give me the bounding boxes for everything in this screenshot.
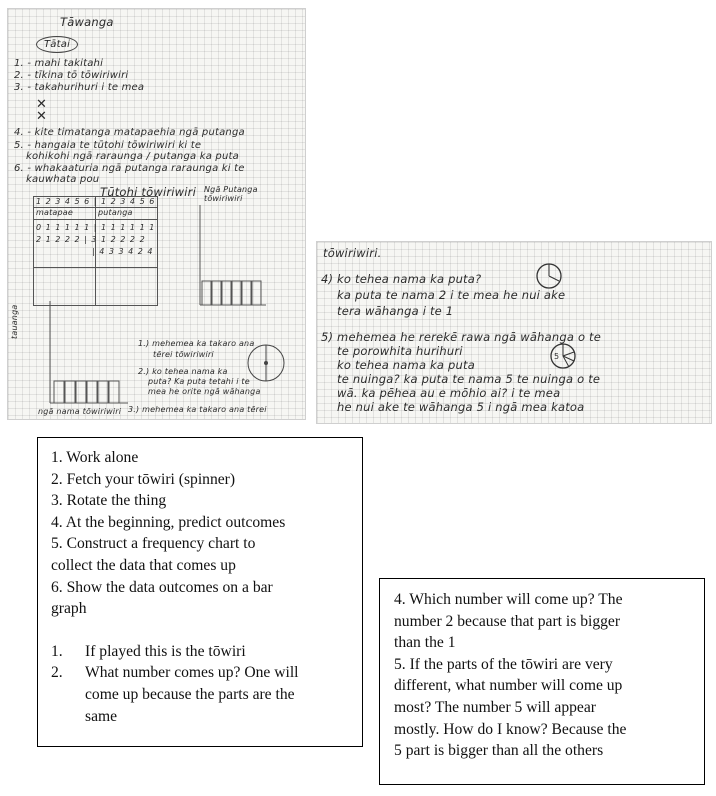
answer-text: than the 1 [394,634,456,652]
answer-line: 5) mehemea he rerekē rawa ngā wāhanga o te [321,330,602,344]
answer-text: 5. If the parts of the tōwiri are very [394,655,613,673]
bar-graph-sketch [188,205,268,313]
list-number: 1. [51,642,63,660]
translation-box-instructions [37,437,363,747]
note-line: puta? Ka puta tetahi i te [148,377,250,386]
table-header: putanga [98,208,133,217]
list-text: If played this is the tōwiri [85,642,246,660]
handwritten-page-left [7,8,306,420]
page-title: Tāwanga [60,15,114,29]
instruction-line: 3. - takahurihuri i te mea [14,82,145,93]
answer-text: 4. Which number will come up? The [394,591,623,608]
y-axis-label: tauanga [10,304,19,339]
instruction-line: 1. - mahi takitahi [14,58,104,69]
list-text: come up because the parts are the [85,685,295,703]
answer-text: most? The number 5 will appear [394,698,596,716]
instruction-line: 4. - kite timatanga matapaehia ngā putanga [14,127,245,138]
spinner-drawing-two-parts [535,262,563,290]
answer-line: 4) ko tehea nama ka puta? [321,272,482,286]
note-line: tērei tōwiriwiri [153,350,214,359]
note-line: 3.) mehemea ka takaro ana tērei [128,405,267,414]
spinner-drawing-multi-parts [549,342,577,370]
note-line: 2.) ko tehea nama ka [138,367,228,376]
x-axis-label: ngā nama tōwiriwiri [38,407,122,416]
instruction-line: kohikohi ngā raraunga / putanga ka puta [26,151,239,162]
instruction-line: 5. - hangaia te tūtohi tōwiriwiri ki te [14,140,202,151]
table-row: 0 1 1 1 1 1 | 1 1 1 1 1 1 [36,223,156,232]
table-title: Tūtohi tōwiriwiri [100,185,196,199]
lower-bar-graph-sketch [30,301,130,409]
instruction-step: 1. Work alone [51,449,139,466]
answer-text: different, what number will come up [394,677,623,695]
answer-line: wā. ka pēhea au e mōhio ai? i te mea [337,386,561,400]
handwritten-page-right [316,241,712,424]
instruction-line: kauwhata pou [26,174,100,185]
spinner-drawing [246,343,286,383]
list-item [51,662,350,727]
instruction-step: collect the data that comes up [51,556,236,574]
answer-line: ka puta te nama 2 i te mea he nui ake [337,288,566,302]
table-header: matapae [36,208,74,217]
list-text: same [85,707,118,725]
list-item [51,641,350,663]
answer-line: te nuinga? ka puta te nama 5 te nuinga o te [337,372,601,386]
note-line: 1.) mehemea ka takaro ana [138,339,255,348]
answer-line: he nui ake te wāhanga 5 i ngā mea katoa [337,400,585,414]
answer-text: 5 part is bigger than all the others [394,742,604,760]
table-row: 2 1 2 2 2 | 3 1 2 2 2 2 [36,235,146,244]
answer-line: te porowhita hurihuri [337,344,463,358]
list-text: What number comes up? One will [85,664,299,682]
instruction-line: 6. - whakaaturia ngā putanga raraunga ki te [14,163,245,174]
answer-text: mostly. How do I know? Because the [394,720,627,738]
frequency-table-sketch [33,196,158,306]
instruction-step: 5. Construct a frequency chart to [51,535,256,553]
instruction-line: 2. - tīkina tō tōwiriwiri [14,70,129,81]
translation-box-answers [379,578,705,785]
list-number: 2. [51,664,63,682]
instruction-step: graph [51,600,87,618]
circled-heading: Tātai [36,36,78,53]
note-line: mea he orite ngā wāhanga [148,387,261,396]
instruction-step: 4. At the beginning, predict outcomes [51,513,286,531]
table-row: | 4 3 3 4 2 4 [92,247,154,256]
page-title: tōwiriwiri. [323,246,382,260]
answer-line: ko tehea nama ka puta [337,358,475,372]
graph-title: Ngā Putanga tōwiriwiri [204,185,258,203]
table-row: 1 2 3 4 5 6 | 1 2 3 4 5 6 [36,197,156,206]
answer-line: tera wāhanga i te 1 [337,304,454,318]
instruction-step: 3. Rotate the thing [51,492,167,510]
instruction-step: 2. Fetch your tōwiri (spinner) [51,470,236,488]
scribble-mark: ✕ ✕ [36,97,48,124]
answer-text: number 2 because that part is bigger [394,612,621,630]
spinner-number: 5 [554,352,560,361]
instruction-step: 6. Show the data outcomes on a bar [51,578,273,596]
